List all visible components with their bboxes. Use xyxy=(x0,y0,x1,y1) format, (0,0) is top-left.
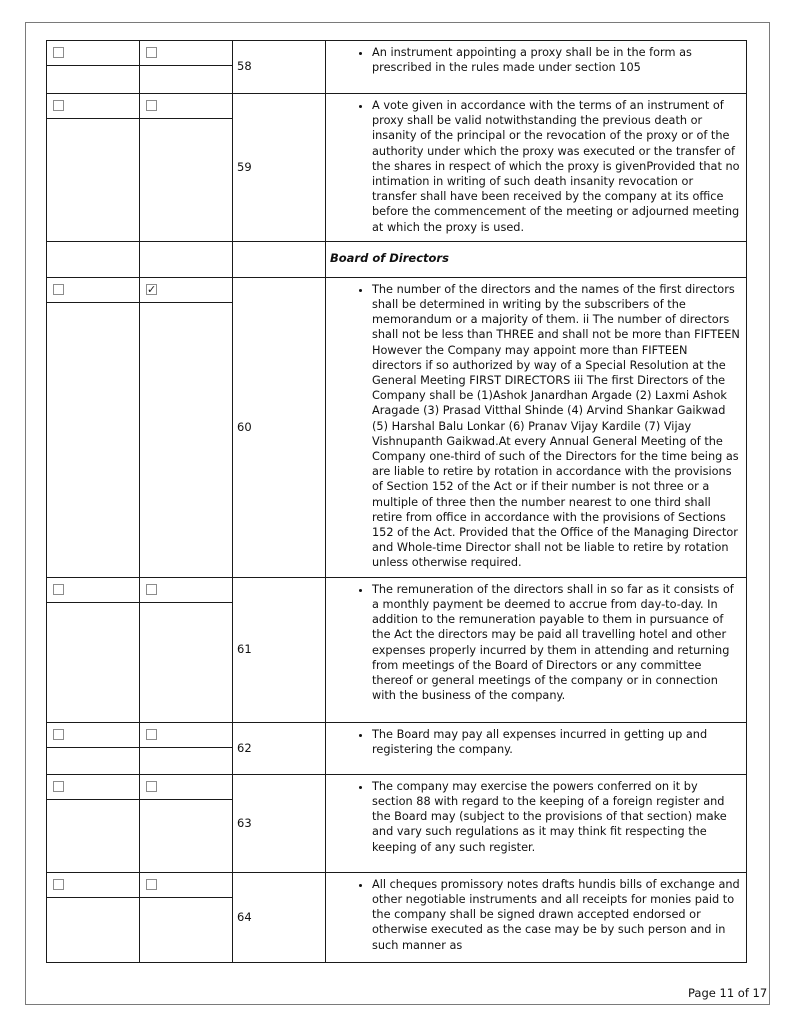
section-heading-row xyxy=(47,241,747,277)
checkbox-cell-1 xyxy=(47,94,140,242)
checkbox-1[interactable] xyxy=(53,284,64,295)
article-row-62 xyxy=(47,722,747,774)
checkbox-cell-1 xyxy=(47,277,140,577)
checkbox-cell-1 xyxy=(47,774,140,872)
article-text-cell xyxy=(326,722,747,774)
section-heading: Board of Directors xyxy=(330,250,449,265)
article-text: • An instrument appointing a proxy shall be in the form as prescribed in the rules made under section 105 xyxy=(372,45,740,75)
article-text: • All cheques promissory notes drafts hundis bills of exchange and other negotiable instruments and all receipts for monies paid to the company shall be signed drawn accepted endorsed or otherwise executed as the case may be by such person and in such manner as xyxy=(372,877,740,953)
article-number: 62 xyxy=(237,740,252,755)
article-row-63 xyxy=(47,774,747,872)
article-text-cell xyxy=(326,774,747,872)
article-number-cell xyxy=(233,722,326,774)
article-number: 64 xyxy=(237,909,252,924)
checkbox-1[interactable] xyxy=(53,781,64,792)
checkbox-cell-1 xyxy=(47,872,140,962)
checkbox-cell-2 xyxy=(140,41,233,94)
checkbox-2[interactable] xyxy=(146,100,157,111)
checkbox-2-checked[interactable]: ✓ xyxy=(147,282,157,296)
article-number: 59 xyxy=(237,159,252,174)
checkbox-cell-2 xyxy=(140,94,233,242)
checkbox-1[interactable] xyxy=(53,879,64,890)
checkbox-2[interactable] xyxy=(146,781,157,792)
article-number: 63 xyxy=(237,815,252,830)
article-row-61 xyxy=(47,577,747,722)
article-row-64 xyxy=(47,872,747,962)
article-text-cell xyxy=(326,577,747,722)
article-row-60 xyxy=(47,277,747,577)
checkbox-cell-1 xyxy=(47,577,140,722)
checkbox-1[interactable] xyxy=(53,47,64,58)
article-number-cell xyxy=(233,872,326,962)
article-row-58 xyxy=(47,41,747,94)
checkbox-cell-1 xyxy=(47,41,140,94)
checkbox-1[interactable] xyxy=(53,100,64,111)
checkbox-cell-2 xyxy=(140,722,233,774)
articles-table xyxy=(46,40,747,963)
article-text: • The Board may pay all expenses incurred in getting up and registering the company. xyxy=(372,727,740,757)
checkbox-1[interactable] xyxy=(53,729,64,740)
checkbox-cell-2 xyxy=(140,872,233,962)
article-number-cell xyxy=(233,94,326,242)
article-number-cell xyxy=(233,577,326,722)
article-text: • The number of the directors and the names of the first directors shall be determined in writing by the subscribers of the memorandum or a majority of them. ii The number of directors shall not be less than THREE and shall not be more than FIFTEEN However the Company may appoint more than FIFTEEN directors if so authorized by way of a Special Resolution at the General Meeting FIRST DIRECTORS iii The first Directors of the Company shall be (1)Ashok Janardhan Argade (2) Laxmi Ashok Aragade (3) Prasad Vitthal Shinde (4) Arvind Shankar Gaikwad (5) Harshal Balu Lonkar (6) Pranav Vijay Kardile (7) Vijay Vishnupanth Gaikwad.At every Annual General Meeting of the Company one-third of such of the Directors for the time being as are liable to retire by rotation in accordance with the provisions of Section 152 of the Act or if their number is not three or a multiple of three then the number nearest to one third shall retire from office in accordance with the provisions of Sections 152 of the Act. Provided that the Office of the Managing Director and Whole-time Director shall not be liable to retire by rotation unless otherwise required. xyxy=(372,282,740,571)
article-text-cell xyxy=(326,872,747,962)
checkbox-1[interactable] xyxy=(53,584,64,595)
empty-cell xyxy=(47,241,140,277)
article-number: 61 xyxy=(237,642,252,657)
article-number: 60 xyxy=(237,419,252,434)
article-text: • A vote given in accordance with the terms of an instrument of proxy shall be valid notwithstanding the previous death or insanity of the principal or the revocation of the proxy or of the authority under which the proxy was executed or the transfer of the shares in respect of which the proxy is givenProvided that no intimation in writing of such death insanity revocation or transfer shall have been received by the company at its office before the commencement of the meeting or adjourned meeting at which the proxy is used. xyxy=(372,98,740,235)
article-number-cell xyxy=(233,41,326,94)
article-row-59 xyxy=(47,94,747,242)
article-text: • The remuneration of the directors shall in so far as it consists of a monthly payment be deemed to accrue from day-to-day. In addition to the remuneration payable to them in pursuance of the Act the directors may be paid all travelling hotel and other expenses properly incurred by them in attending and returning from meetings of the Board of Directors or any committee thereof or general meetings of the company or in connection with the business of the company. xyxy=(372,582,740,704)
checkbox-cell-1 xyxy=(47,722,140,774)
empty-cell xyxy=(233,241,326,277)
article-text-cell xyxy=(326,41,747,94)
checkbox-2[interactable] xyxy=(146,879,157,890)
checkbox-cell-2 xyxy=(140,277,233,577)
checkbox-2[interactable] xyxy=(146,729,157,740)
section-heading-cell xyxy=(326,241,747,277)
article-text-cell xyxy=(326,277,747,577)
checkbox-2[interactable] xyxy=(146,47,157,58)
article-text-cell xyxy=(326,94,747,242)
page-number: Page 11 of 17 xyxy=(688,986,768,1000)
checkbox-cell-2 xyxy=(140,577,233,722)
article-text: • The company may exercise the powers conferred on it by section 88 with regard to the keeping of a foreign register and the Board may (subject to the provisions of that section) make and vary such regulations as it may think fit respecting the keeping of any such register. xyxy=(372,779,740,855)
article-number-cell xyxy=(233,774,326,872)
checkbox-cell-2 xyxy=(140,774,233,872)
checkbox-2[interactable] xyxy=(146,584,157,595)
article-number-cell xyxy=(233,277,326,577)
empty-cell xyxy=(140,241,233,277)
article-number: 58 xyxy=(237,59,252,74)
